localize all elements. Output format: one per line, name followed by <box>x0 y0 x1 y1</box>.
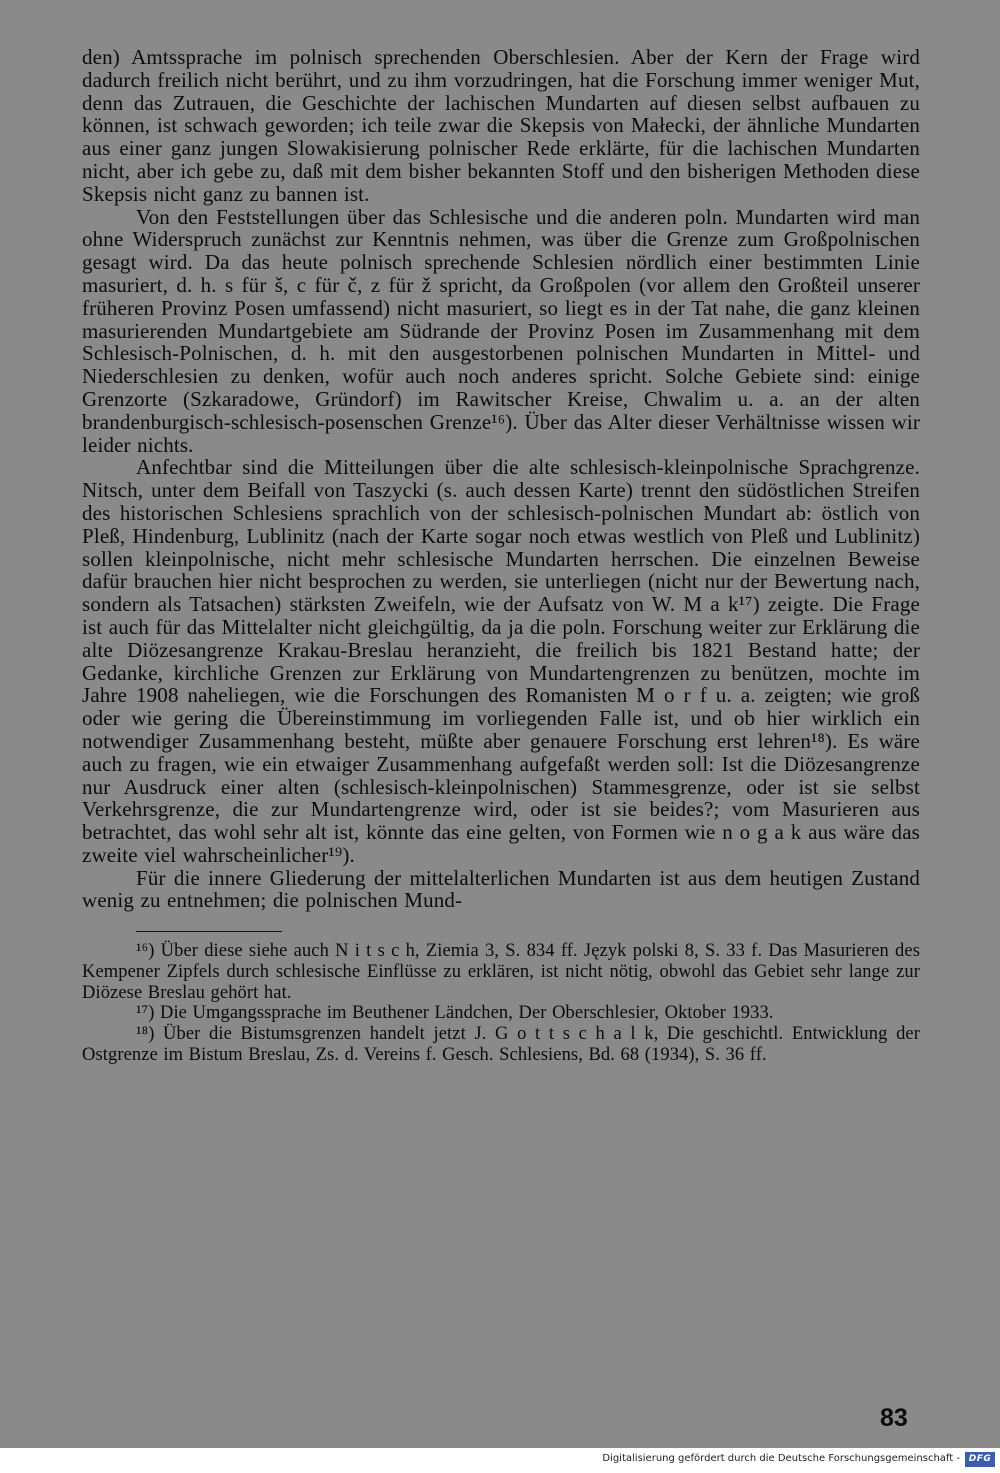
funding-note: Digitalisierung gefördert durch die Deutsche Forschungsgemeinschaft - <box>602 1453 960 1464</box>
paragraph-2: Von den Feststellungen über das Schlesische und die anderen poln. Mundarten wird man ohne Widerspruch zunächst zur Kenntnis nehmen, was über die Grenze zum Großpolnischen gesagt wird. Da das heute polnisch sprechende Schlesien nördlich einer bestimmten Linie masuriert, d. h. s für š, c für č, z für ž spricht, da Großpolen (vor allem den Großteil unserer früheren Provinz Posen umfassend) nicht masuriert, so liegt es in der Tat nahe, die ganz kleinen masurierenden Mundartgebiete am Südrande der Provinz Posen im Zusammenhang mit dem Schlesisch-Polnischen, d. h. mit den ausgestorbenen polnischen Mundarten in Mittel- und Niederschlesien zu denken, wofür auch noch anderes spricht. Solche Gebiete sind: einige Grenzorte (Szkaradowe, Gründorf) im Rawitscher Kreise, Chwalim u. a. an der alten brandenburgisch-schlesisch-posenschen Grenze¹⁶). Über das Alter dieser Verhältnisse wissen wir leider nichts. <box>82 204 920 457</box>
paragraph-3: Anfechtbar sind die Mitteilungen über die alte schlesisch-kleinpolnische Sprachgrenze. Nitsch, unter dem Beifall von Taszycki (s. auch dessen Karte) trennt den südöstlichen Streifen des historischen Schlesiens sprachlich von der schlesisch-polnischen Mundart ab: östlich von Pleß, Hindenburg, Lublinitz (nach der Karte sogar noch etwas westlich von Pleß und Lublinitz) sollen kleinpolnische, nicht mehr schlesische Mundarten herrschen. Die einzelnen Beweise dafür brauchen hier nicht besprochen zu werden, sie unterliegen (nicht nur der Bewertung nach, sondern als Tatsachen) stärksten Zweifeln, wie der Aufsatz von W. M a k¹⁷) zeigte. Die Frage ist auch für das Mittelalter nicht gleichgültig, da ja die poln. Forschung weiter zur Erklärung die alte Diözesangrenze Krakau-Breslau heranzieht, die freilich bis 1821 Bestand hatte; der Gedanke, kirchliche Grenzen zur Erklärung von Mundartengrenzen zu benützen, mochte im Jahre 1908 naheliegen, wie die Forschungen des Romanisten M o r f u. a. zeigten; wie groß oder wie gering die Übereinstimmung im vorliegenden Falle ist, und ob hier wirklich ein notwendiger Zusammenhang besteht, müßte aber genauere Forschung erst lehren¹⁸). Es wäre auch zu fragen, wie ein etwaiger Zusammenhang aufgefaßt werden soll: Ist die Diözesangrenze nur Ausdruck einer alten (schlesisch-kleinpolnischen) Stammesgrenze, oder ist sie selbst Verkehrsgrenze, die zur Mundartengrenze wird, oder ist sie beides?; vom Masurieren aus betrachtet, das wohl sehr alt ist, könnte das eine gelten, von Formen wie n o g a k aus wäre das zweite viel wahrscheinlicher¹⁹). <box>82 455 920 867</box>
footnotes <box>82 941 920 1065</box>
footnote-16: ¹⁶) Über diese siehe auch N i t s c h, Ziemia 3, S. 834 ff. Język polski 8, S. 33 f. Das Masurieren des Kempener Zipfels durch schlesische Einflüsse zu erklären, ist nicht nötig, obwohl das Gebiet sehr lange zur Diözese Breslau gehört hat. <box>82 941 920 1003</box>
main-text <box>82 46 920 912</box>
book-page <box>82 46 920 1066</box>
dfg-logo: DFG <box>965 1452 995 1467</box>
paragraph-4: Für die innere Gliederung der mittelalterlichen Mundarten ist aus dem heutigen Zustand wenig zu entnehmen; die polnischen Mund- <box>82 865 920 913</box>
digitization-footer <box>0 1448 1000 1473</box>
page-number: 83 <box>880 1404 908 1432</box>
paragraph-1: den) Amtssprache im polnisch sprechenden Oberschlesien. Aber der Kern der Frage wird dadurch freilich nicht berührt, und zu ihm vorzudringen, hat die Forschung immer weniger Mut, denn das Zutrauen, die Geschichte der lachischen Mundarten auf diesen selbst aufbauen zu können, ist schwach geworden; ich teile zwar die Skepsis von Małecki, der ähnliche Mundarten aus einer ganz jungen Slowakisierung polnischer Rede erklärte, für die lachischen Mundarten nicht, aber ich gebe zu, daß mit dem bisher bekannten Stoff und den bisherigen Methoden diese Skepsis nicht ganz zu bannen ist. <box>82 45 920 206</box>
footnote-18: ¹⁸) Über die Bistumsgrenzen handelt jetzt J. G o t t s c h a l k, Die geschichtl. Entwicklung der Ostgrenze im Bistum Breslau, Zs. d. Vereins f. Gesch. Schlesiens, Bd. 68 (1934), S. 36 ff. <box>82 1024 920 1065</box>
footnote-17: ¹⁷) Die Umgangssprache im Beuthener Ländchen, Der Oberschlesier, Oktober 1933. <box>136 1003 774 1024</box>
footnote-divider <box>136 931 282 932</box>
